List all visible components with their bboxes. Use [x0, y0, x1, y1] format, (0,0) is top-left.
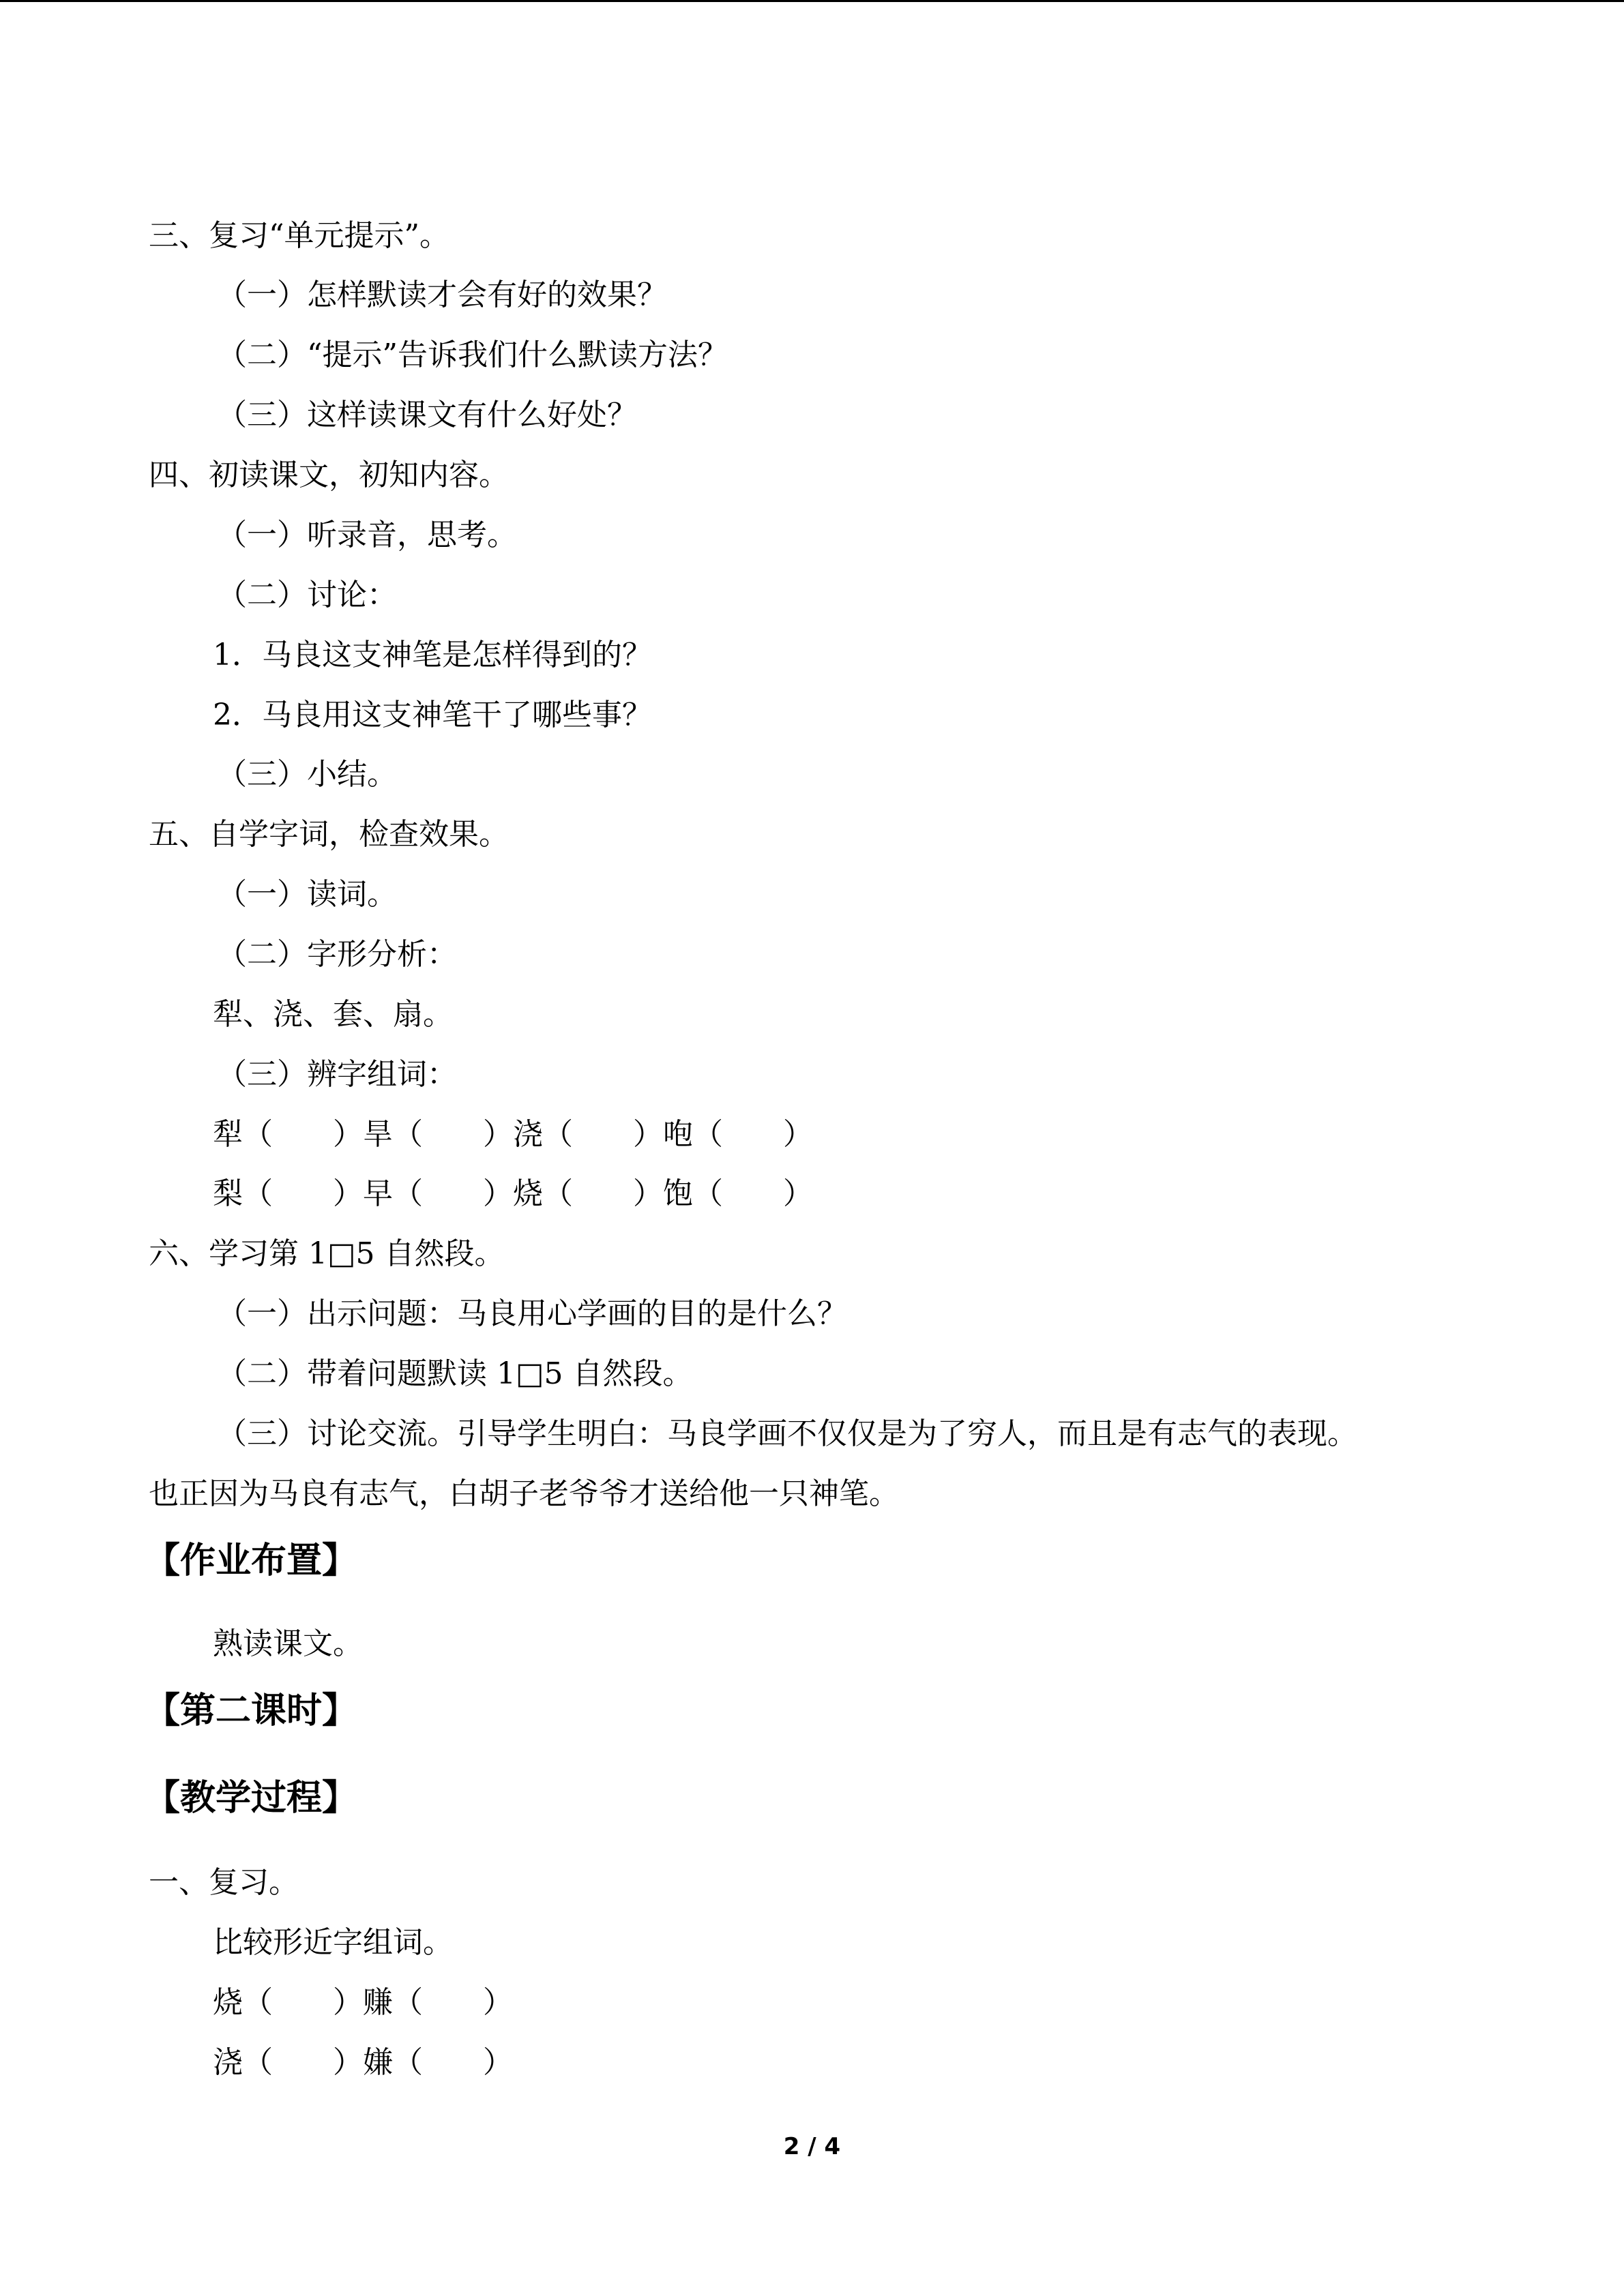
- section-five-heading: 五、自学字词，检查效果。: [149, 817, 509, 852]
- word-exercise-line: 浇（ ）嫌（ ）: [213, 2045, 513, 2080]
- section-six-heading: 六、学习第 1□5 自然段。: [149, 1236, 505, 1271]
- text-line: 2．马良用这支神笔干了哪些事？: [213, 698, 652, 732]
- homework-heading: 【作业布置】: [145, 1540, 358, 1581]
- text-line: 熟读课文。: [213, 1626, 363, 1661]
- section-four-heading: 四、初读课文，初知内容。: [149, 458, 509, 492]
- text-line: （二）“提示”告诉我们什么默读方法？: [217, 338, 728, 372]
- text-line: 也正因为马良有志气，白胡子老爷爷才送给他一只神笔。: [149, 1476, 899, 1511]
- top-border: [0, 0, 1624, 2]
- text-line: （三）辨字组词：: [217, 1057, 457, 1092]
- text-line: （三）讨论交流。引导学生明白：马良学画不仅仅是为了穷人，而且是有志气的表现。: [217, 1416, 1357, 1451]
- text-line: （二）字形分析：: [217, 937, 457, 972]
- second-lesson-heading: 【第二课时】: [145, 1690, 358, 1731]
- text-line: （一）怎样默读才会有好的效果？: [217, 278, 667, 312]
- section-three-heading: 三、复习“单元提示”。: [149, 218, 449, 253]
- teaching-process-heading: 【教学过程】: [145, 1778, 358, 1819]
- text-line: （三）小结。: [217, 757, 397, 792]
- text-line: （二）带着问题默读 1□5 自然段。: [217, 1356, 693, 1391]
- word-exercise-line: 犁（ ）旱（ ）浇（ ）咆（ ）: [213, 1117, 813, 1152]
- text-line: 1．马良这支神笔是怎样得到的？: [213, 638, 652, 672]
- text-line: （一）出示问题：马良用心学画的目的是什么？: [217, 1296, 847, 1331]
- page-number: 2 / 4: [783, 2133, 841, 2160]
- text-line: 犁、浇、套、扇。: [213, 997, 453, 1032]
- review-heading: 一、复习。: [149, 1865, 299, 1900]
- text-line: （三）这样读课文有什么好处？: [217, 398, 637, 432]
- word-exercise-line: 梨（ ）早（ ）烧（ ）饱（ ）: [213, 1176, 813, 1211]
- text-line: 比较形近字组词。: [213, 1925, 453, 1960]
- word-exercise-line: 烧（ ）赚（ ）: [213, 1985, 513, 2020]
- text-line: （一）听录音，思考。: [217, 518, 517, 552]
- text-line: （二）讨论：: [217, 578, 397, 612]
- text-line: （一）读词。: [217, 877, 397, 912]
